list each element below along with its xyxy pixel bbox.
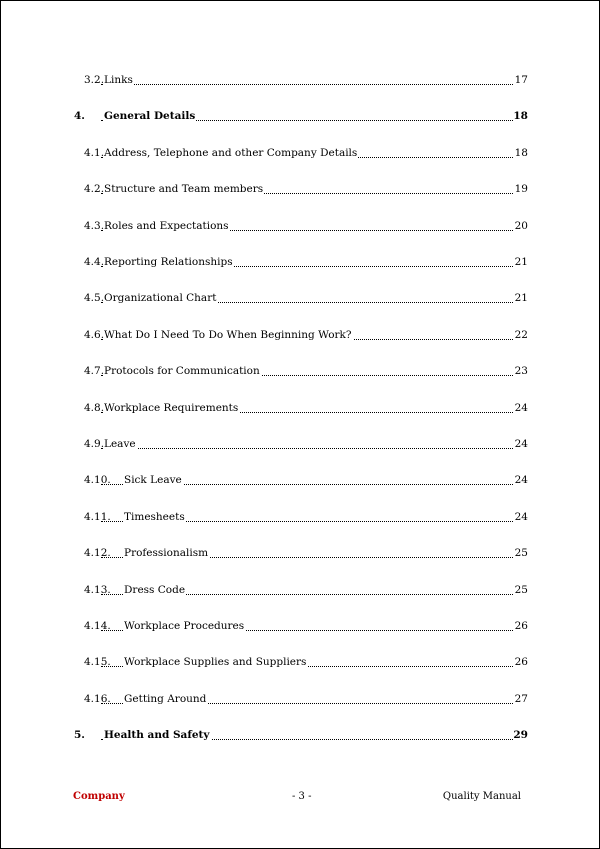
toc-entry-title: Professionalism	[124, 543, 209, 563]
toc-entry-title: What Do I Need To Do When Beginning Work?	[104, 325, 353, 345]
toc-entry-title: Timesheets	[124, 507, 186, 527]
toc-entry-number: 4.11.	[84, 511, 111, 523]
toc-entry-title: Protocols for Communication	[104, 361, 261, 381]
toc-entry-number: 4.1.	[84, 147, 105, 159]
toc-entry-page: 21	[514, 256, 528, 268]
toc-entry-number: 4.16.	[84, 693, 111, 705]
page-footer	[1, 788, 599, 806]
toc-entry[interactable]	[1, 616, 599, 636]
toc-entry-title: Dress Code	[124, 580, 186, 600]
toc-entry[interactable]	[1, 252, 599, 272]
toc-entry-number: 4.14.	[84, 620, 111, 632]
toc-entry-number: 4.9.	[84, 438, 105, 450]
toc-entry-title: General Details	[104, 106, 196, 126]
toc-entry-page: 25	[514, 547, 528, 559]
footer-company-name: Company	[73, 791, 125, 802]
footer-document-title: Quality Manual	[442, 791, 521, 802]
toc-entry-number: 4.5.	[84, 292, 105, 304]
toc-entry-page: 20	[514, 220, 528, 232]
toc-entry-page: 22	[514, 329, 528, 341]
toc-entry-number: 4.13.	[84, 584, 111, 596]
toc-entry-number: 5.	[74, 729, 85, 741]
toc-entry[interactable]	[1, 398, 599, 418]
toc-entry[interactable]	[1, 361, 599, 381]
toc-entry-page: 24	[514, 511, 528, 523]
toc-entry-page: 26	[514, 620, 528, 632]
toc-entry[interactable]	[1, 288, 599, 308]
toc-entry-number: 4.6.	[84, 329, 105, 341]
toc-entry-page: 18	[514, 147, 528, 159]
toc-entry-title: Organizational Chart	[104, 288, 217, 308]
toc-entry-number: 4.12.	[84, 547, 111, 559]
toc-entry[interactable]	[1, 70, 599, 90]
toc-entry-number: 4.4.	[84, 256, 105, 268]
toc-entry-number: 4.	[74, 110, 85, 122]
toc-entry-number: 4.3.	[84, 220, 105, 232]
toc-entry[interactable]	[1, 580, 599, 600]
toc-entry-title: Address, Telephone and other Company Details	[104, 143, 358, 163]
toc-entry-title: Workplace Procedures	[124, 616, 245, 636]
toc-entry[interactable]	[1, 652, 599, 672]
toc-entry-page: 26	[514, 656, 528, 668]
toc-entry-page: 17	[514, 74, 528, 86]
toc-entry[interactable]	[1, 179, 599, 199]
toc-entry-number: 4.7.	[84, 365, 105, 377]
toc-entry-title: Getting Around	[124, 689, 207, 709]
toc-entry-page: 19	[514, 183, 528, 195]
toc-entry[interactable]	[1, 689, 599, 709]
toc-entry-page: 25	[514, 584, 528, 596]
toc-entry-title: Roles and Expectations	[104, 216, 230, 236]
toc-entry-number: 3.2.	[84, 74, 105, 86]
toc-entry-title: Health and Safety	[104, 725, 211, 745]
toc-entry-page: 21	[514, 292, 528, 304]
toc-entry-title: Workplace Requirements	[104, 398, 239, 418]
toc-entry[interactable]	[1, 543, 599, 563]
toc-entry[interactable]	[1, 325, 599, 345]
toc-entry[interactable]	[1, 216, 599, 236]
toc-entry-title: Workplace Supplies and Suppliers	[124, 652, 307, 672]
toc-entry-number: 4.15.	[84, 656, 111, 668]
toc-entry[interactable]	[1, 725, 599, 745]
toc-entry-title: Leave	[104, 434, 137, 454]
toc-entry-page: 24	[514, 402, 528, 414]
toc-entry-page: 23	[514, 365, 528, 377]
toc-entry-page: 29	[513, 729, 528, 741]
toc-entry[interactable]	[1, 470, 599, 490]
toc-entry-page: 24	[514, 474, 528, 486]
toc-entry-number: 4.10.	[84, 474, 111, 486]
toc-entry-title: Sick Leave	[124, 470, 183, 490]
toc-entry-title: Reporting Relationships	[104, 252, 234, 272]
toc-leader-dots	[101, 83, 513, 85]
toc-entry-title: Structure and Team members	[104, 179, 264, 199]
toc-entry-number: 4.2.	[84, 183, 105, 195]
toc-entry[interactable]	[1, 106, 599, 126]
toc-entry-number: 4.8.	[84, 402, 105, 414]
footer-page-number: - 3 -	[292, 791, 312, 802]
toc-entry-title: Links	[104, 70, 134, 90]
toc-entry[interactable]	[1, 434, 599, 454]
toc-entry-page: 27	[514, 693, 528, 705]
toc-entry[interactable]	[1, 143, 599, 163]
toc-entry-page: 24	[514, 438, 528, 450]
toc-entry[interactable]	[1, 507, 599, 527]
toc-entry-page: 18	[513, 110, 528, 122]
toc-leader-dots	[101, 447, 513, 449]
